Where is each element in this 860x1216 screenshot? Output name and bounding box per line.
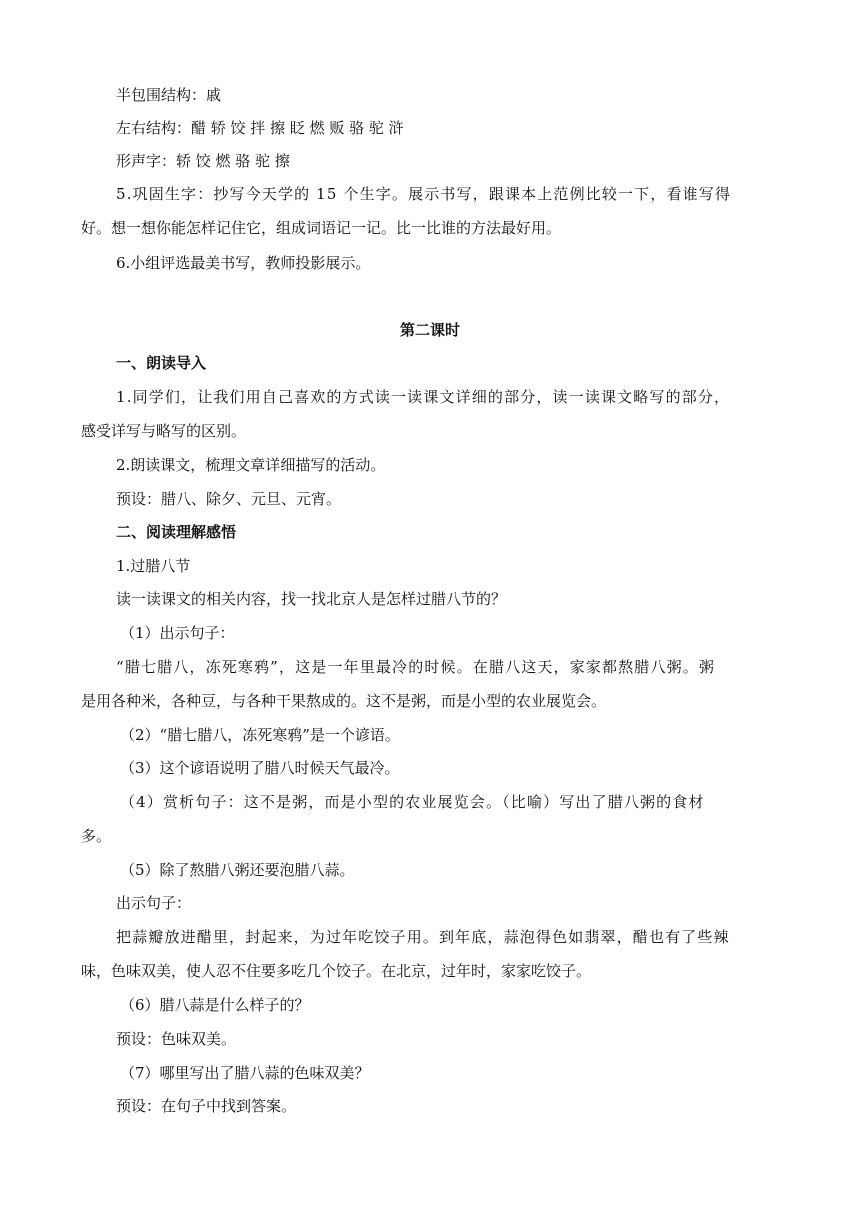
text-line: 2.朗读课文，梳理文章详细描写的活动。 [116, 456, 386, 474]
text-line: （5）除了熬腊八粥还要泡腊八蒜。 [120, 861, 355, 879]
paragraph-line: 感受详写与略写的区别。 [81, 422, 247, 440]
text-line: 左右结构：醋 轿 饺 拌 擦 眨 燃 贩 骆 驼 浒 [116, 119, 404, 137]
text-line: 预设：腊八、除夕、元旦、元宵。 [116, 490, 342, 508]
text-line: （2）“腊七腊八，冻死寒鸦”是一个谚语。 [120, 726, 400, 744]
text-line: （7）哪里写出了腊八蒜的色味双美？ [120, 1064, 370, 1082]
quote-line: 把蒜瓣放进醋里，封起来，为过年吃饺子用。到年底，蒜泡得色如翡翠，醋也有了些辣 [116, 928, 730, 946]
text-line: 半包围结构：戚 [116, 86, 222, 104]
text-line: 6.小组评选最美书写，教师投影展示。 [116, 254, 371, 272]
paragraph-line: 1.同学们，让我们用自己喜欢的方式读一读课文详细的部分，读一读课文略写的部分， [116, 388, 731, 406]
text-line: （6）腊八蒜是什么样子的？ [120, 996, 310, 1014]
quote-line: 味，色味双美，使人忍不住要多吃几个饺子。在北京，过年时，家家吃饺子。 [81, 962, 592, 980]
text-line: 预设：色味双美。 [116, 1030, 237, 1048]
paragraph-line: 5.巩固生字：抄写今天学的 15 个生字。展示书写，跟课本上范例比较一下，看谁写得 [116, 185, 732, 203]
text-line: 读一读课文的相关内容，找一找北京人是怎样过腊八节的？ [116, 590, 507, 608]
text-line: 出示句子： [116, 894, 192, 912]
quote-line: 是用各种米，各种豆，与各种干果熬成的。这不是粥，而是小型的农业展览会。 [81, 692, 607, 710]
text-line: （3）这个谚语说明了腊八时候天气最冷。 [120, 759, 400, 777]
section-heading: 二、阅读理解感悟 [116, 523, 237, 541]
section-title: 第二课时 [399, 321, 460, 339]
paragraph-line: 好。想一想你能怎样记住它，组成词语记一记。比一比谁的方法最好用。 [81, 219, 562, 237]
text-line: 形声字：轿 饺 燃 骆 驼 擦 [116, 152, 290, 170]
text-line: 预设：在句子中找到答案。 [116, 1097, 297, 1115]
paragraph-line: 多。 [81, 827, 112, 845]
quote-line: “腊七腊八，冻死寒鸦”，这是一年里最冷的时候。在腊八这天，家家都熬腊八粥。粥 [116, 658, 716, 676]
paragraph-line: （4）赏析句子：这不是粥，而是小型的农业展览会。（比喻）写出了腊八粥的食材 [120, 793, 705, 811]
section-heading: 一、朗读导入 [116, 354, 207, 372]
subheading: 1.过腊八节 [116, 557, 191, 575]
text-line: （1）出示句子： [120, 624, 235, 642]
